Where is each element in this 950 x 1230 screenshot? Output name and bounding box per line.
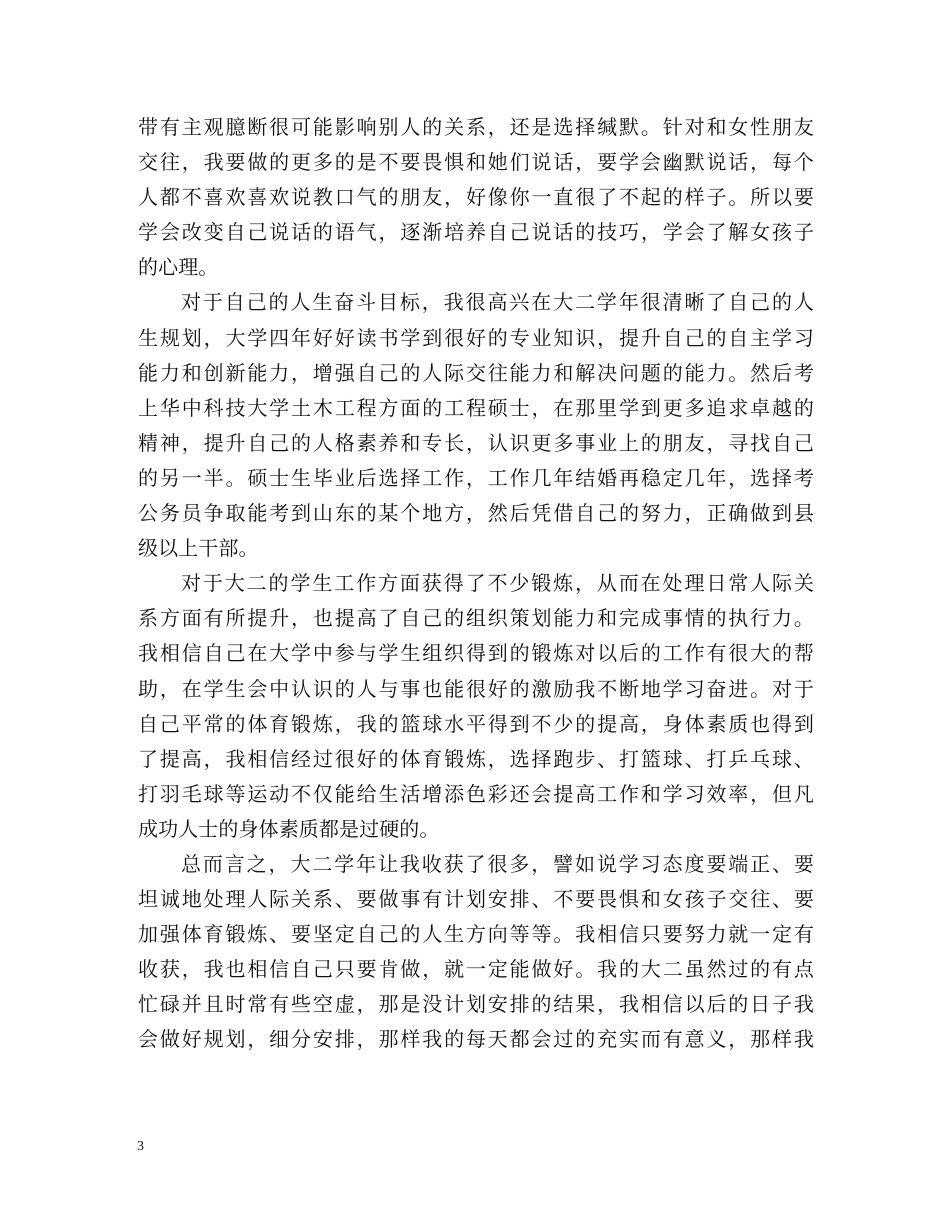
text-line: 了提高，我相信经过很好的体育锻炼，选择跑步、打篮球、打乒乓球、 bbox=[138, 746, 814, 771]
text-line: 人都不喜欢喜欢说教口气的朋友，好像你一直很了不起的样子。所以要 bbox=[138, 185, 814, 210]
text-line: 精神，提升自己的人格素养和专长，认识更多事业上的朋友，寻找自己 bbox=[138, 430, 814, 455]
text-line: 生规划，大学四年好好读书学到很好的专业知识，提升自己的自主学习 bbox=[138, 325, 814, 350]
text-line: 上华中科技大学土木工程方面的工程硕士，在那里学到更多追求卓越的 bbox=[138, 395, 814, 420]
text-line: 会做好规划，细分安排，那样我的每天都会过的充实而有意义，那样我 bbox=[138, 1027, 814, 1052]
text-line: 对于大二的学生工作方面获得了不少锻炼，从而在处理日常人际关 bbox=[181, 571, 814, 596]
text-line: 对于自己的人生奋斗目标，我很高兴在大二学年很清晰了自己的人 bbox=[181, 290, 814, 315]
text-line: 坦诚地处理人际关系、要做事有计划安排、不要畏惧和女孩子交往、要 bbox=[138, 887, 814, 912]
text-line: 助，在学生会中认识的人与事也能很好的激励我不断地学习奋进。对于 bbox=[138, 676, 814, 701]
text-line: 带有主观臆断很可能影响别人的关系，还是选择缄默。针对和女性朋友 bbox=[138, 115, 814, 139]
text-line: 系方面有所提升，也提高了自己的组织策划能力和完成事情的执行力。 bbox=[138, 606, 814, 631]
text-line: 的心理。 bbox=[138, 255, 219, 280]
text-line: 成功人士的身体素质都是过硬的。 bbox=[138, 816, 440, 841]
text-line: 我相信自己在大学中参与学生组织得到的锻炼对以后的工作有很大的帮 bbox=[138, 641, 814, 666]
text-line: 的另一半。硕士生毕业后选择工作，工作几年结婚再稳定几年，选择考 bbox=[138, 465, 814, 490]
text-line: 级以上干部。 bbox=[138, 536, 259, 561]
text-line: 总而言之，大二学年让我收获了很多，譬如说学习态度要端正、要 bbox=[181, 851, 814, 876]
document-body bbox=[138, 110, 814, 1058]
page-number: 3 bbox=[137, 1139, 144, 1154]
text-line: 打羽毛球等运动不仅能给生活增添色彩还会提高工作和学习效率，但凡 bbox=[138, 781, 814, 806]
text-line: 学会改变自己说话的语气，逐渐培养自己说话的技巧，学会了解女孩子 bbox=[138, 220, 814, 245]
text-line: 能力和创新能力，增强自己的人际交往能力和解决问题的能力。然后考 bbox=[138, 360, 814, 385]
text-line: 忙碌并且时常有些空虚，那是没计划安排的结果，我相信以后的日子我 bbox=[138, 992, 814, 1017]
text-line: 公务员争取能考到山东的某个地方，然后凭借自己的努力，正确做到县 bbox=[138, 501, 814, 526]
text-line: 自己平常的体育锻炼，我的篮球水平得到不少的提高，身体素质也得到 bbox=[138, 711, 814, 736]
text-line: 收获，我也相信自己只要肯做，就一定能做好。我的大二虽然过的有点 bbox=[138, 957, 814, 982]
text-line: 交往，我要做的更多的是不要畏惧和她们说话，要学会幽默说话，每个 bbox=[138, 150, 814, 175]
text-line: 加强体育锻炼、要坚定自己的人生方向等等。我相信只要努力就一定有 bbox=[138, 922, 814, 947]
